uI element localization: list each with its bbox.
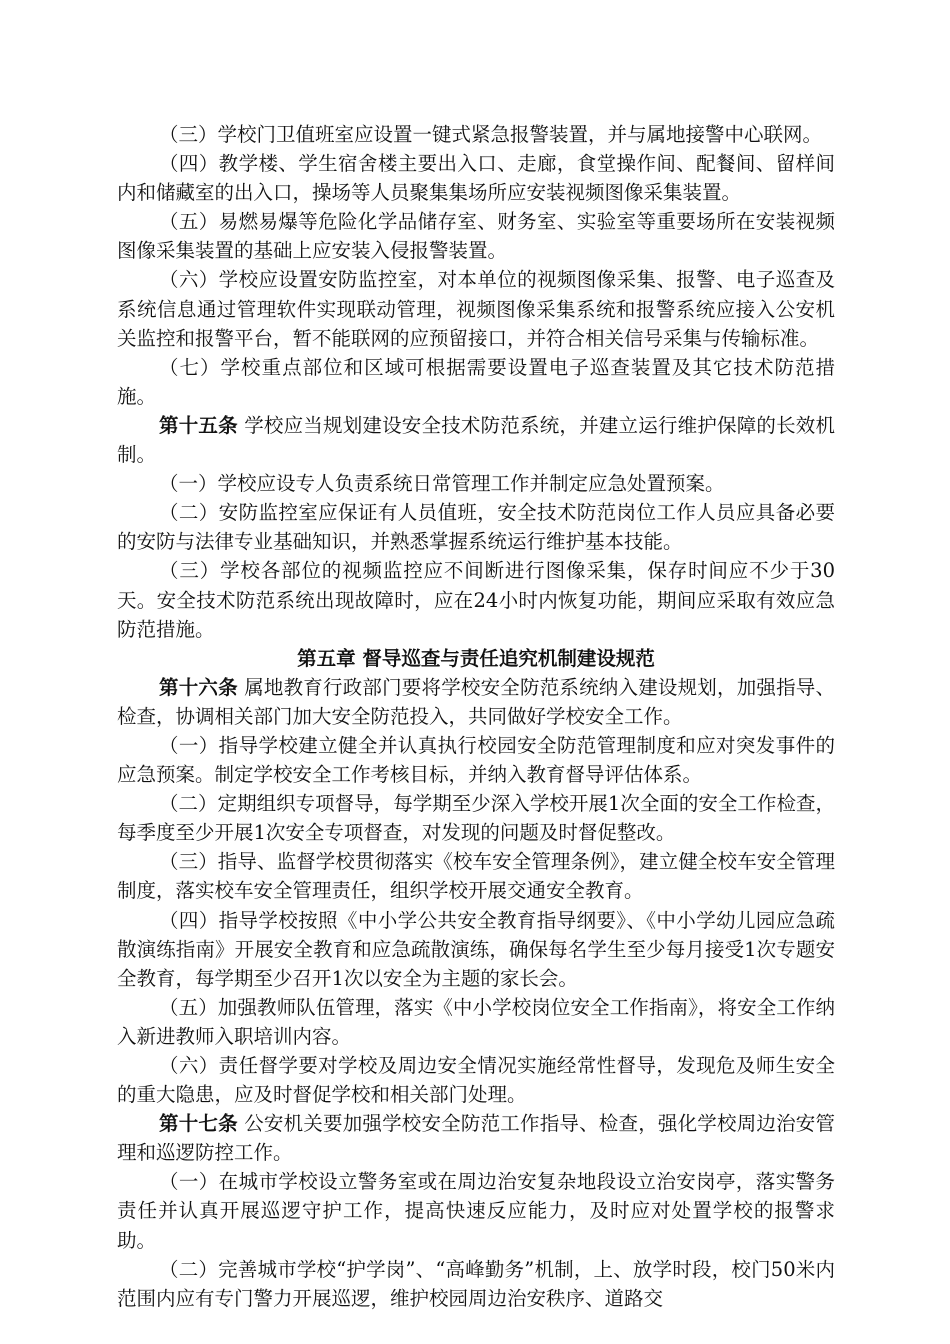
paragraph-19: （二）完善城市学校“护学岗”、“高峰勤务”机制，上、放学时段，校门50米内范围内应有专门警力开展巡逻，维护校园周边治安秩序、道路交 [117, 1257, 835, 1310]
paragraph-3: （五）易燃易爆等危险化学品储存室、财务室、实验室等重要场所在安装视频图像采集装置的基础上应安装入侵报警装置。 [117, 210, 835, 263]
paragraph-2: （四）教学楼、学生宿舍楼主要出入口、走廊，食堂操作间、配餐间、留样间内和储藏室的出入口，操场等人员聚集集场所应安装视频图像采集装置。 [117, 152, 835, 205]
paragraph-13: （三）指导、监督学校贯彻落实《校车安全管理条例》，建立健全校车安全管理制度，落实校车安全管理责任，组织学校开展交通安全教育。 [117, 850, 835, 903]
paragraph-7: （一）学校应设专人负责系统日常管理工作并制定应急处置预案。 [159, 472, 725, 496]
article-16: 第十六条 属地教育行政部门要将学校安全防范系统纳入建设规划，加强指导、检查，协调相关部门加大安全防范投入，共同做好学校安全工作。 [117, 675, 835, 728]
article-number: 第十七条 [159, 1112, 238, 1136]
article-17: 第十七条 公安机关要加强学校安全防范工作指导、检查，强化学校周边治安管理和巡逻防控工作。 [117, 1112, 835, 1165]
paragraph-11: （一）指导学校建立健全并认真执行校园安全防范管理制度和应对突发事件的应急预案。制定学校安全工作考核目标，并纳入教育督导评估体系。 [117, 733, 835, 787]
article-number: 第十六条 [159, 675, 238, 699]
paragraph-9: （三）学校各部位的视频监控应不间断进行图像采集，保存时间应不少于30天。安全技术防范系统出现故障时，应在24小时内恢复功能，期间应采取有效应急防范措施。 [117, 559, 835, 641]
paragraph-5: （七）学校重点部位和区域可根据需要设置电子巡查装置及其它技术防范措施。 [117, 355, 835, 408]
article-number: 第十五条 [159, 413, 238, 437]
paragraph-15: （五）加强教师队伍管理，落实《中小学校岗位安全工作指南》，将安全工作纳入新进教师入职培训内容。 [117, 995, 835, 1048]
paragraph-16: （六）责任督学要对学校及周边安全情况实施经常性督导，发现危及师生安全的重大隐患，应及时督促学校和相关部门处理。 [117, 1054, 835, 1107]
document-page [117, 120, 835, 1313]
chapter-heading: 第五章 督导巡查与责任追究机制建设规范 [297, 646, 655, 670]
paragraph-8: （二）安防监控室应保证有人员值班，安全技术防范岗位工作人员应具备必要的安防与法律专业基础知识，并熟悉掌握系统运行维护基本技能。 [117, 501, 835, 554]
article-15: 第十五条 学校应当规划建设安全技术防范系统，并建立运行维护保障的长效机制。 [117, 413, 835, 467]
paragraph-18: （一）在城市学校设立警务室或在周边治安复杂地段设立治安岗亭，落实警务责任并认真开展巡逻守护工作，提高快速反应能力，及时应对处置学校的报警求助。 [117, 1170, 835, 1252]
paragraph-12: （二）定期组织专项督导，每学期至少深入学校开展1次全面的安全工作检查，每季度至少开展1次安全专项督查，对发现的问题及时督促整改。 [117, 792, 835, 845]
paragraph-14: （四）指导学校按照《中小学公共安全教育指导纲要》、《中小学幼儿园应急疏散演练指南》开展安全教育和应急疏散演练，确保每名学生至少每月接受1次专题安全教育，每学期至少召开1次以安全为主题的家长会。 [117, 908, 835, 990]
paragraph-1: （三）学校门卫值班室应设置一键式紧急报警装置，并与属地接警中心联网。 [159, 123, 823, 146]
paragraph-4: （六）学校应设置安防监控室，对本单位的视频图像采集、报警、电子巡查及系统信息通过管理软件实现联动管理，视频图像采集系统和报警系统应接入公安机关监控和报警平台，暂不能联网的应预留接口，并符合相关信号采集与传输标准。 [117, 268, 835, 350]
